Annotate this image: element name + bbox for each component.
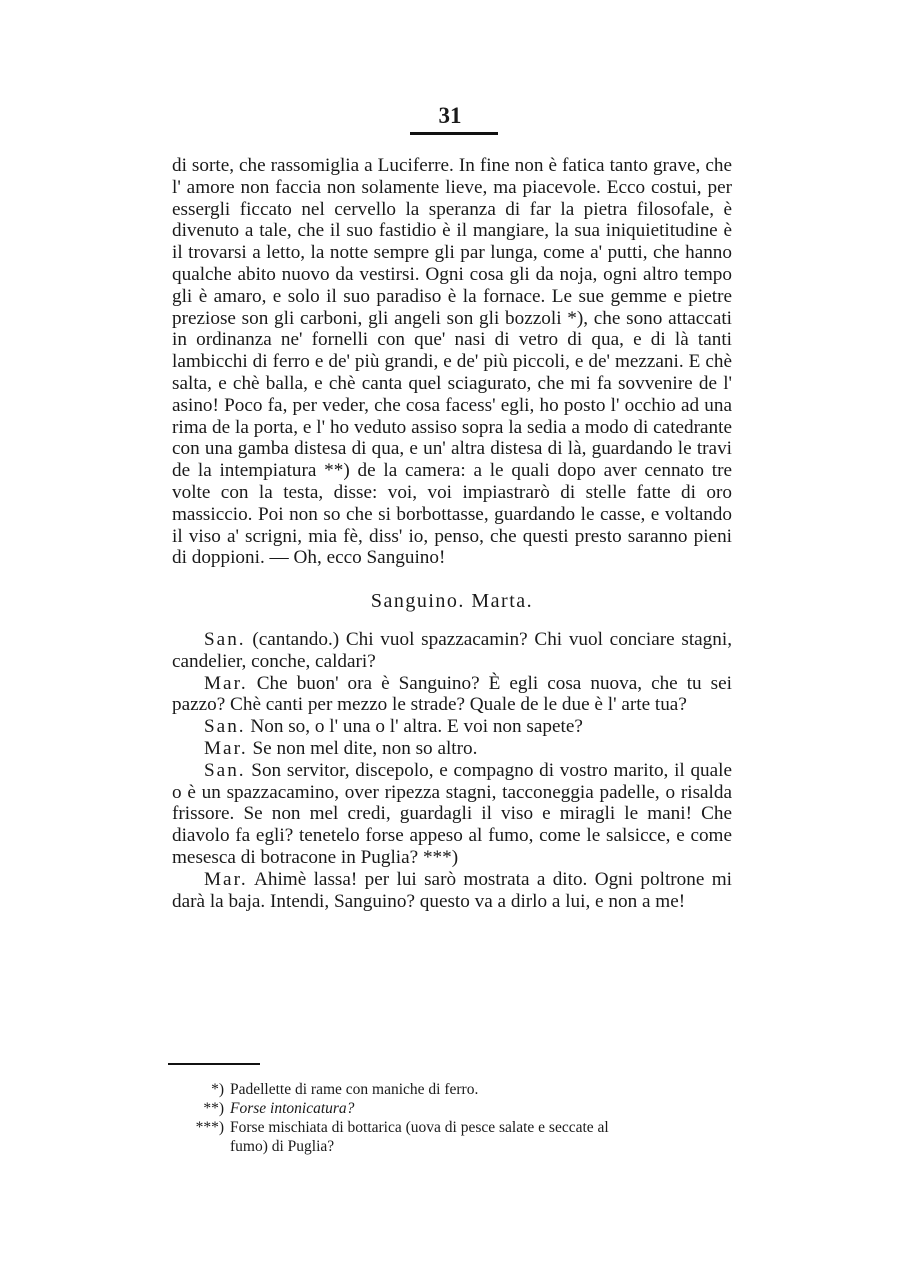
footnote (172, 1080, 732, 1099)
speaker-label: San. (204, 759, 246, 781)
dialogue-text: Son servitor, discepolo, e compagno di vostro marito, il quale o è un spazzacamino, over ripezza stagni, tacconeggia padelle, o risalda frissore. Se non mel credi, guardagli il viso e miragli le mani! Che diavolo fa egli? tenetelo forse appeso al fumo, come le salsicce, e come mesesca di botracone in Puglia? ***) (172, 759, 733, 868)
dialogue-line (172, 760, 732, 869)
page-number: 31 (438, 103, 462, 128)
footnote-text: Padellette di rame con maniche di ferro. (230, 1081, 479, 1098)
dialogue-text: Non so, o l' una o l' altra. E voi non sapete? (250, 716, 583, 738)
footnotes (172, 1080, 732, 1156)
dialogue-line (172, 673, 732, 717)
dialogue-line (172, 629, 732, 673)
footnote-continuation: fumo) di Puglia? (230, 1138, 335, 1155)
footnote-rule (168, 1063, 260, 1065)
dialogue-line (172, 869, 732, 913)
speaker-label: Mar. (204, 868, 248, 890)
speaker-label: Mar. (204, 737, 248, 759)
footnote (172, 1099, 732, 1118)
dialogue (172, 629, 732, 912)
footnote-mark: ***) (195, 1119, 224, 1136)
dialogue-text: Che buon' ora è Sanguino? È egli cosa nuova, che tu sei pazzo? Chè canti per mezzo le strade? Quale de le due è l' arte tua? (172, 672, 732, 716)
dialogue-text: (cantando.) Chi vuol spazzacamin? Chi vuol conciare stagni, candelier, conche, caldari? (172, 628, 732, 672)
footnote-mark: **) (203, 1100, 224, 1117)
main-text (172, 155, 732, 912)
speaker-label: San. (204, 716, 246, 738)
footnote-mark: *) (211, 1081, 224, 1098)
paragraph-1: di sorte, che rassomiglia a Luciferre. In fine non è fatica tanto grave, che l' amore non faccia non solamente lieve, ma piacevole. Ecco costui, per essergli ficcato nel cervello la speranza di far la pietra filosofale, è divenuto a tale, che il suo fastidio è il mangiare, la sua iniquietitudine è il trovarsi a letto, la notte sempre gli par lunga, come a' putti, che hanno qualche abito nuovo da vestirsi. Ogni cosa gli da noja, ogni altro tempo gli è amaro, e solo il suo paradiso è la fornace. Le sue gemme e pietre preziose son gli carboni, gli angeli son gli bozzoli *), che sono attaccati in ordinanza ne' fornelli con que' nasi di vetro di qua, e di là tanti lambicchi di ferro e de' più grandi, e de' più piccoli, e de' mezzani. E chè salta, e chè balla, e chè canta quel sciagurato, che mi fa sovvenire de l' asino! Poco fa, per veder, che cosa facess' egli, ho posto l' occhio ad una rima de la porta, e l' ho veduto assiso sopra la sedia a modo di catedrante con una gamba distesa di qua, e un' altra distesa di là, guardando le travi de la intempiatura **) de la camera: a le quali dopo aver cennato tre volte con la testa, disse: voi, voi impiastrarò di stelle fatte di oro massiccio. Poi non so che si borbottasse, guardando le casse, e voltando il viso a' scrigni, mia fè, diss' io, penso, che questi presto saranno pieni di doppioni. — Oh, ecco Sanguino! (172, 155, 732, 569)
dialogue-text: Se non mel dite, non so altro. (252, 737, 478, 759)
dialogue-line (172, 716, 732, 738)
scene-heading: Sanguino. Marta. (370, 590, 534, 613)
speaker-label: San. (204, 628, 246, 650)
footnote-text: Forse intonicatura? (230, 1100, 355, 1117)
dialogue-line (172, 738, 732, 760)
dialogue-text: Ahimè lassa! per lui sarò mostrata a dito. Ogni poltrone mi darà la baja. Intendi, Sanguino? questo va a dirlo a lui, e non a me! (172, 868, 732, 912)
footnote-text: Forse mischiata di bottarica (uova di pesce salate e seccate al (230, 1119, 609, 1136)
speaker-label: Mar. (204, 672, 248, 694)
page-number-rule (410, 132, 498, 135)
footnote (172, 1118, 732, 1137)
